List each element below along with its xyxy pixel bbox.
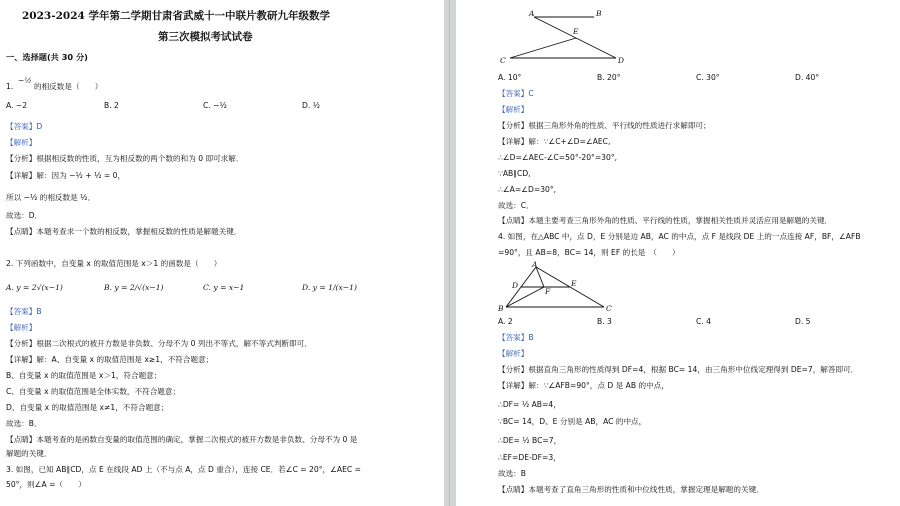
label-d: D	[618, 56, 625, 65]
label-e: E	[573, 27, 579, 36]
option-a: A. y = 2√(x−1)	[6, 283, 63, 292]
analysis-label: 【解析】	[6, 138, 37, 147]
label-e: E	[571, 279, 577, 288]
solution-line: ∴EF=DE-DF=3，	[498, 453, 561, 462]
option-b: B. y = 2/√(x−1)	[104, 283, 164, 292]
label-c: C	[606, 304, 612, 313]
question-number: 1.	[6, 82, 14, 91]
document-page-left	[0, 0, 444, 506]
option-c: C. 30°	[696, 73, 720, 82]
solution-line: ∴DE= ½ BC=7，	[498, 436, 562, 445]
option-b: B. 20°	[597, 73, 621, 82]
option-d: D. 40°	[795, 73, 820, 82]
label-c: C	[500, 56, 506, 65]
figure-triangle	[498, 261, 618, 313]
solution-line: ∴∠D=∠AEC-∠C=50°-20°=30°,	[498, 153, 618, 162]
analysis-label: 【解析】	[498, 105, 529, 114]
section-heading: 一、选择题(共 30 分)	[6, 52, 88, 62]
q1-fraction: −½	[18, 76, 32, 85]
label-d: D	[512, 281, 519, 290]
solution-line: B、自变量 x 的取值范围是 x＞1，符合题意；	[6, 371, 162, 380]
document-page-right	[456, 0, 900, 506]
key-point: 【点睛】本题考查了直角三角形的性质和中位线性质，掌握定理是解题的关键．	[498, 485, 764, 494]
option-d: D. y = 1/(x−1)	[302, 283, 357, 292]
option-b: B. 3	[597, 317, 612, 326]
analysis-text: 【分析】根据三角形外角的性质、平行线的性质进行求解即可；	[498, 121, 711, 130]
segment-ce	[510, 38, 576, 58]
question-stem: 的相反数是（ ）	[34, 82, 103, 91]
solution-line: ∵AB∥CD,	[498, 169, 531, 178]
label-f: F	[545, 287, 551, 296]
question-stem-continued: =90°，且 AB=8，BC= 14，则 EF 的长是 （ ）	[498, 248, 680, 257]
answer-label: 【答案】B	[6, 307, 42, 316]
segment-af	[536, 267, 544, 287]
option-a: A. 2	[498, 317, 513, 326]
solution-line: ∴∠A=∠D=30°,	[498, 185, 557, 194]
key-point-continued: 解题的关键．	[6, 449, 52, 458]
option-d: D. ½	[302, 101, 321, 110]
figure-parallel-lines	[496, 8, 636, 66]
option-c: C. y = x−1	[203, 283, 245, 292]
detailed-solution: 【详解】解：因为 −½ + ½ = 0，	[6, 171, 126, 180]
analysis-text: 【分析】根据相反数的性质，互为相反数的两个数的和为 0 即可求解．	[6, 154, 244, 163]
key-point: 【点睛】本题考查求一个数的相反数，掌握相反数的性质是解题关键．	[6, 227, 242, 236]
detailed-solution: 【详解】解：A、自变量 x 的取值范围是 x≥1，不符合题意；	[6, 355, 214, 364]
choice-line: 故选：B．	[6, 419, 42, 428]
analysis-label: 【解析】	[498, 349, 529, 358]
segment-ad	[534, 17, 616, 58]
solution-line: ∴DF= ½ AB=4，	[498, 400, 561, 409]
question-stem: 4. 如图，在△ABC 中，点 D，E 分别是边 AB，AC 的中点，点 F 是线段 DE 上的一点连接 AF，BF，∠AFB	[498, 232, 861, 241]
detailed-solution: 【详解】解：∵∠AFB=90°，点 D 是 AB 的中点，	[498, 381, 669, 390]
question-stem-continued: 50°，则∠A =（ ）	[6, 480, 86, 489]
analysis-text: 【分析】根据直角三角形的性质得到 DF=4，根据 BC= 14，由三角形中位线定理得到 DE=7，解答即可．	[498, 365, 859, 374]
key-point: 【点睛】本题考查的是函数自变量的取值范围的确定，掌握二次根式的被开方数是非负数、分母不为 0 是	[6, 435, 358, 444]
label-a: A	[529, 9, 535, 18]
answer-label: 【答案】D	[6, 122, 43, 131]
segment-bf	[506, 287, 544, 307]
analysis-text: 【分析】根据二次根式的被开方数是非负数、分母不为 0 列出不等式，解不等式判断即可．	[6, 339, 312, 348]
solution-line: C、自变量 x 的取值范围是全体实数，不符合题意；	[6, 387, 181, 396]
option-a: A. −2	[6, 101, 28, 110]
option-b: B. 2	[104, 101, 119, 110]
page-gap	[444, 0, 456, 506]
question-stem: 2. 下列函数中，自变量 x 的取值范围是 x＞1 的函数是（ ）	[6, 259, 222, 268]
exam-title-line1: 2023-2024 学年第二学期甘肃省武威十一中联片教研九年级数学	[22, 10, 330, 22]
label-a: A	[532, 261, 538, 269]
option-c: C. 4	[696, 317, 711, 326]
question-stem: 3. 如图，已知 AB∥CD，点 E 在线段 AD 上（不与点 A，点 D 重合），连接 CE．若∠C = 20°，∠AEC =	[6, 465, 361, 474]
choice-line: 故选：C．	[498, 201, 534, 210]
key-point: 【点睛】本题主要考查三角形外角的性质、平行线的性质，掌握相关性质并灵活应用是解题的关键．	[498, 216, 833, 225]
option-c: C. −½	[203, 101, 227, 110]
solution-line: 所以 −½ 的相反数是 ½．	[6, 193, 96, 202]
label-b: B	[596, 9, 602, 18]
solution-line: D、自变量 x 的取值范围是 x≠1，不符合题意；	[6, 403, 169, 412]
label-b: B	[498, 304, 504, 313]
choice-line: 故选：B	[498, 469, 526, 478]
answer-label: 【答案】C	[498, 89, 534, 98]
analysis-label: 【解析】	[6, 323, 37, 332]
answer-label: 【答案】B	[498, 333, 534, 342]
choice-line: 故选：D．	[6, 211, 43, 220]
option-a: A. 10°	[498, 73, 522, 82]
solution-line: ∵BC= 14，D、E 分别是 AB，AC 的中点，	[498, 417, 647, 426]
exam-title-line2: 第三次模拟考试试卷	[158, 31, 253, 43]
option-d: D. 5	[795, 317, 811, 326]
detailed-solution: 【详解】解：∵∠C+∠D=∠AEC,	[498, 137, 611, 146]
